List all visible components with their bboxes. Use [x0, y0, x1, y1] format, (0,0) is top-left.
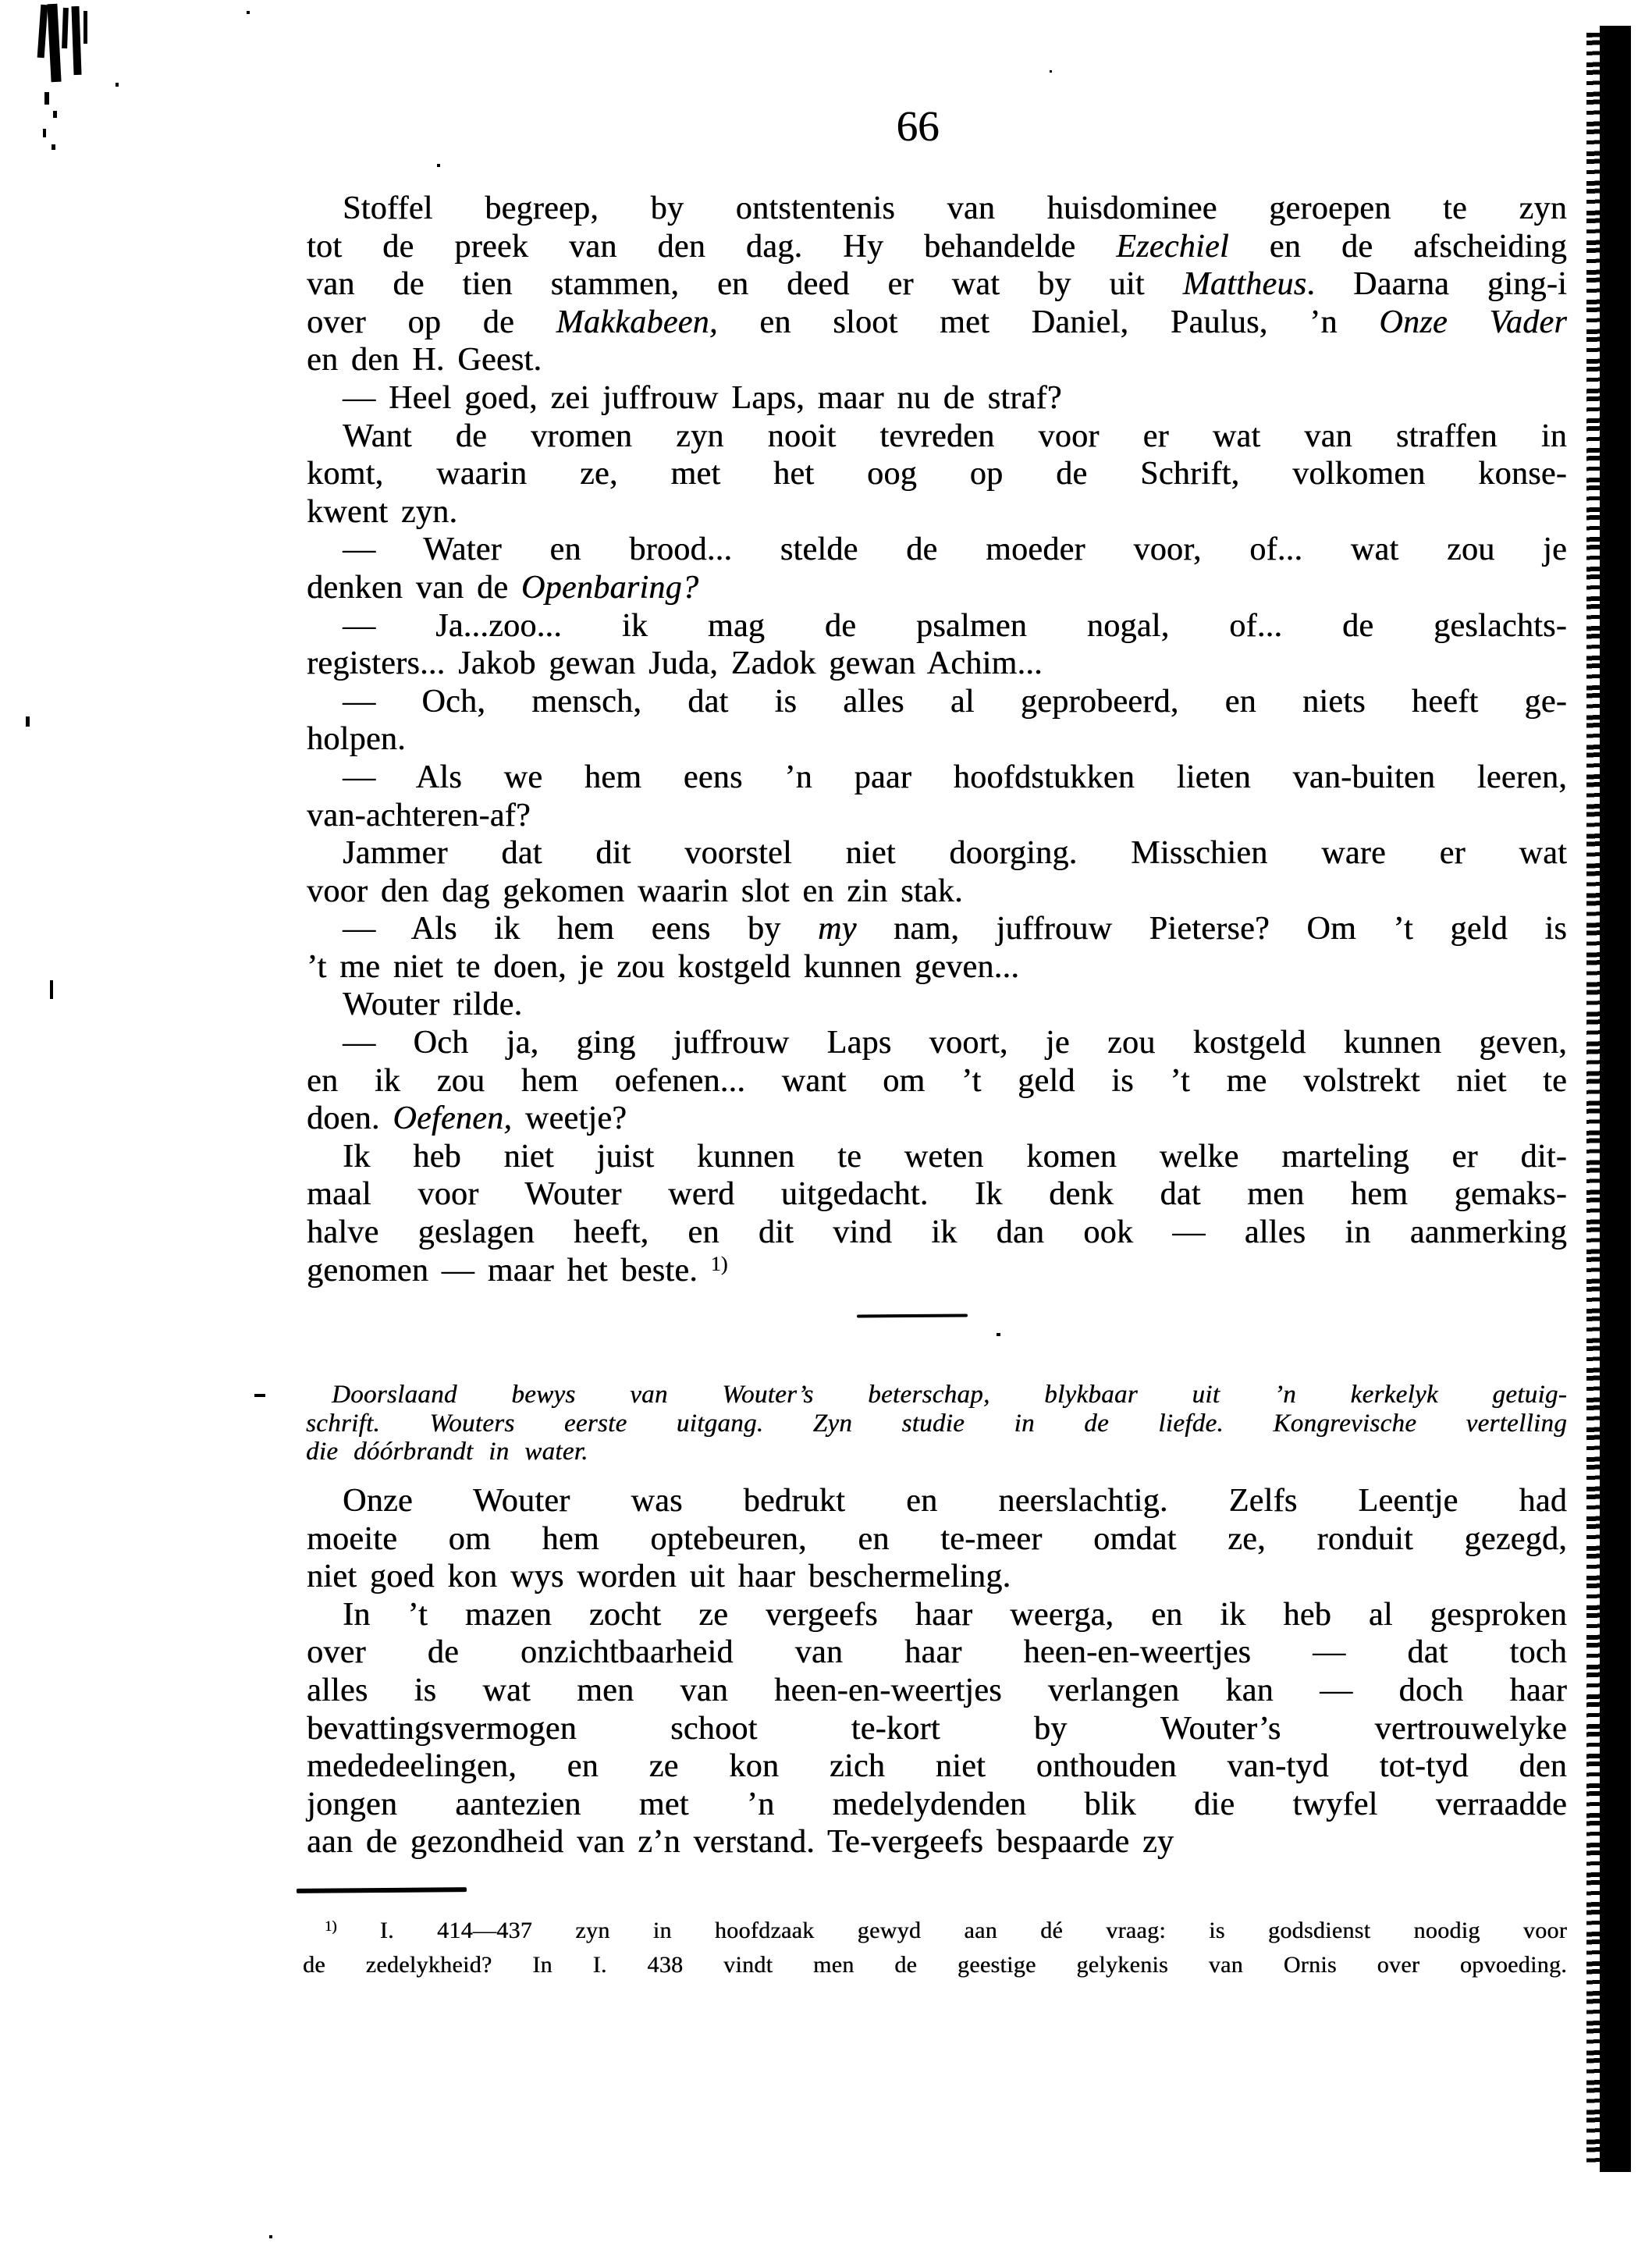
italic-text-run: Mattheus [1182, 266, 1307, 303]
text-run: holpen. [307, 721, 406, 758]
text-run: weetje? [512, 1100, 627, 1137]
text-run: genomen — maar het beste. [307, 1252, 711, 1289]
scan-speckle [254, 1394, 265, 1397]
italic-text-run: Oefenen, [393, 1100, 513, 1137]
italic-text-run: Ezechiel [1116, 228, 1229, 265]
text-line [306, 1410, 1567, 1438]
text-run: Stoffel begreep, by ontstentenis van huisdominee geroepen te zyn [343, 190, 1567, 226]
text-line [307, 304, 1567, 342]
text-run: alles is wat men van heen-en-weertjes verlangen kan — doch haar [307, 1672, 1567, 1708]
text-run: . Daarna ging-i [1306, 266, 1567, 303]
text-run: tot de preek van den dag. Hy behandelde [307, 228, 1117, 265]
text-line [307, 1633, 1567, 1672]
text-run: voor den dag gekomen waarin slot en zin stak. [307, 873, 963, 909]
text-run: In ’t mazen zocht ze vergeefs haar weerga, en ik heb al gesproken [343, 1596, 1567, 1633]
body-text-block-upper [307, 190, 1567, 1293]
text-run: jongen aantezien met ’n medelydenden blik die twyfel verraadde [307, 1786, 1567, 1822]
text-run: kwent zyn. [307, 493, 458, 530]
scan-artifact-smudge [71, 6, 81, 75]
text-run: moeite om hem optebeuren, en te-meer omdat ze, ronduit gezegd, [307, 1520, 1567, 1557]
text-line [307, 1482, 1567, 1520]
text-run: halve geslagen heeft, en dit vind ik dan ook — alles in aanmerking [307, 1214, 1567, 1251]
text-run: en ik zou hem oefenen... want om ’t geld is ’t me volstrekt niet te [307, 1062, 1567, 1099]
scan-speckle [26, 716, 30, 727]
text-line [307, 910, 1567, 948]
scan-speckle [1050, 70, 1052, 73]
scan-speckle [247, 11, 250, 14]
text-run: aan de gezondheid van z’n verstand. Te-vergeefs bespaarde zy [307, 1824, 1174, 1861]
italic-text-run: my [817, 911, 857, 947]
italic-text-run: Onze Vader [1379, 304, 1568, 340]
text-run: doen. [307, 1100, 393, 1137]
text-line [307, 265, 1567, 304]
scan-speckle [53, 111, 57, 118]
text-line [307, 720, 1567, 759]
text-run: bevattingsvermogen schoot te-kort by Wouter’s vertrouwelyke [307, 1710, 1567, 1747]
text-line [307, 948, 1567, 986]
text-line [307, 797, 1567, 835]
scan-speckle [115, 83, 119, 87]
body-text-block-lower [307, 1482, 1567, 1861]
text-line [307, 1558, 1567, 1596]
text-run: nam, juffrouw Pieterse? Om ’t geld is [856, 911, 1568, 947]
footnote-marker: 1) [325, 1918, 337, 1935]
scan-artifact-smudge [47, 4, 61, 83]
text-line [307, 228, 1567, 266]
text-line [307, 190, 1567, 228]
text-line [307, 1214, 1567, 1252]
text-line [306, 1381, 1567, 1410]
footnote-text [303, 1915, 1567, 1981]
text-run: — Als ik hem eens by [343, 911, 818, 947]
text-line [307, 683, 1567, 721]
text-line [307, 493, 1567, 531]
text-run: Ik heb niet juist kunnen te weten komen welke marteling er dit- [343, 1138, 1567, 1175]
text-line [307, 1138, 1567, 1176]
text-run: — Heel goed, zei juffrouw Laps, maar nu de straf? [343, 379, 1062, 416]
italic-text-run: Doorslaand bewys van Wouter’s beterschap, blykbaar uit ’n kerkelyk getuig- [332, 1381, 1567, 1409]
text-line [307, 759, 1567, 797]
text-run: denken van de [307, 569, 521, 606]
scan-speckle [52, 144, 55, 150]
italic-text-run: Makkabeen, [556, 304, 718, 340]
text-run: en sloot met Daniel, Paulus, ’n [717, 304, 1380, 340]
text-run: niet goed kon wys worden uit haar beschermeling. [307, 1559, 1011, 1595]
text-line [307, 986, 1567, 1024]
italic-text-run: Openbaring? [521, 569, 699, 606]
text-line [307, 1520, 1567, 1559]
text-line [303, 1950, 1567, 1981]
text-run: de zedelykheid? In I. 438 vindt men de geestige gelykenis van Ornis over opvoeding. [303, 1952, 1567, 1978]
text-run: Onze Wouter was bedrukt en neerslachtig. Zelfs Leentje had [343, 1483, 1567, 1519]
text-run: — Ja...zoo... ik mag de psalmen nogal, of... de geslachts- [343, 607, 1567, 644]
chapter-summary-heading [306, 1381, 1567, 1466]
text-line [307, 873, 1567, 911]
text-line [307, 455, 1567, 493]
text-run: over op de [307, 304, 556, 340]
text-line [307, 569, 1567, 607]
text-run: ’t me niet te doen, je zou kostgeld kunnen geven... [307, 948, 1020, 985]
text-run: en den H. Geest. [307, 342, 542, 379]
text-line [307, 1596, 1567, 1634]
text-line [307, 1100, 1567, 1138]
text-line [303, 1915, 1567, 1950]
text-line [307, 1672, 1567, 1710]
text-line [307, 1823, 1567, 1861]
text-line [307, 1062, 1567, 1100]
scan-artifact-smudge [62, 8, 69, 48]
footnote-divider [297, 1887, 467, 1893]
text-line [307, 1710, 1567, 1748]
italic-text-run: die dóórbrandt in water. [306, 1438, 588, 1466]
text-run: Wouter rilde. [343, 986, 523, 1023]
scan-speckle [997, 1333, 1000, 1336]
text-run: komt, waarin ze, met het oog op de Schrift, volkomen konse- [307, 456, 1567, 492]
scan-speckle [269, 2235, 272, 2238]
scan-speckle [43, 129, 46, 137]
footnote-marker: 1) [710, 1252, 728, 1275]
text-run: — Och, mensch, dat is alles al geprobeerd, en niets heeft ge- [343, 683, 1567, 720]
section-divider [857, 1314, 968, 1318]
text-run: mededeelingen, en ze kon zich niet onthouden van-tyd tot-tyd den [307, 1748, 1567, 1785]
text-line [307, 1786, 1567, 1824]
text-run: Jammer dat dit voorstel niet doorging. Misschien ware er wat [343, 835, 1567, 872]
text-run: maal voor Wouter werd uitgedacht. Ik denk dat men hem gemaks- [307, 1176, 1567, 1213]
text-run: — Och ja, ging juffrouw Laps voort, je zou kostgeld kunnen geven, [343, 1025, 1567, 1061]
text-line [307, 645, 1567, 683]
text-line [307, 1175, 1567, 1214]
binding-shadow-noise [1586, 33, 1601, 2165]
italic-text-run: schrift. Wouters eerste uitgang. Zyn studie in de liefde. Kongrevische vertelling [306, 1409, 1567, 1438]
text-run: over de onzichtbaarheid van haar heen-en-weertjes — dat toch [307, 1634, 1567, 1671]
text-run: registers... Jakob gewan Juda, Zadok gewan Achim... [307, 645, 1043, 682]
scan-speckle [44, 92, 49, 105]
text-line [307, 1024, 1567, 1062]
text-run: Want de vromen zyn nooit tevreden voor er wat van straffen in [343, 418, 1567, 454]
text-run: van de tien stammen, en deed er wat by uit [307, 266, 1183, 303]
text-line [306, 1438, 1567, 1466]
scan-speckle [437, 164, 440, 167]
scan-speckle [50, 980, 53, 999]
text-run: — Als we hem eens ’n paar hoofdstukken lieten van-buiten leeren, [343, 759, 1567, 795]
text-run: I. 414—437 zyn in hoofdzaak gewyd aan dé vraag: is godsdienst noodig voor [336, 1918, 1567, 1943]
text-line [307, 1747, 1567, 1786]
text-line [307, 607, 1567, 645]
text-run: en de afscheiding [1228, 228, 1568, 265]
text-line [307, 1252, 1567, 1294]
scan-artifact-smudge [37, 5, 48, 58]
text-run: — Water en brood... stelde de moeder voor, of... wat zou je [343, 531, 1567, 568]
text-line [307, 531, 1567, 569]
text-line [307, 418, 1567, 456]
binding-shadow-right [1600, 26, 1631, 2172]
page-number: 66 [896, 102, 940, 150]
text-line [307, 379, 1567, 418]
scan-artifact-smudge [83, 11, 87, 44]
text-line [307, 341, 1567, 379]
text-run: van-achteren-af? [307, 797, 531, 834]
text-line [307, 834, 1567, 873]
